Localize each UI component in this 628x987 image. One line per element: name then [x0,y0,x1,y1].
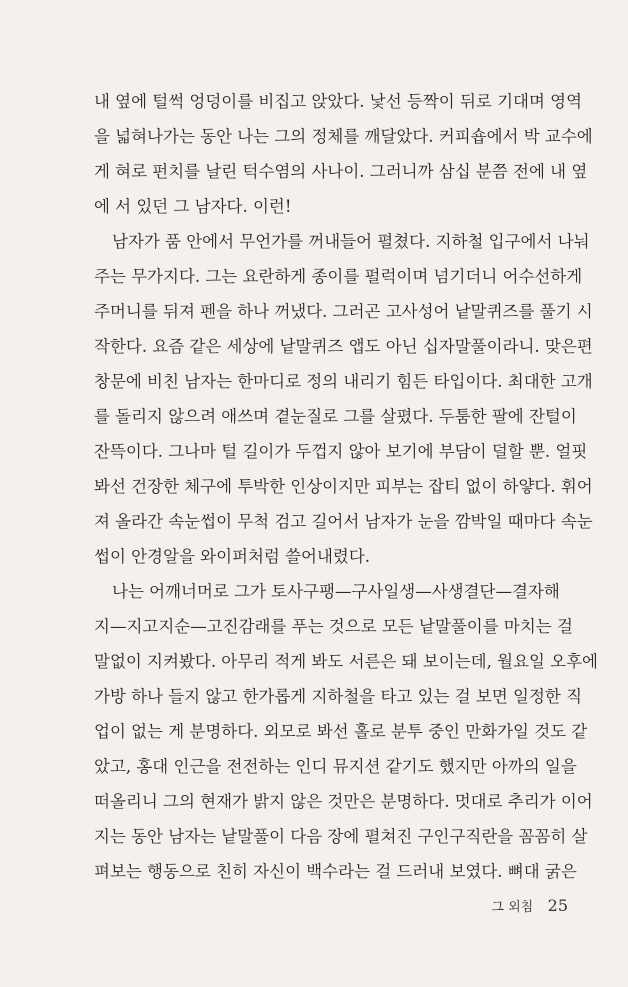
text-line: 펴보는 행동으로 친히 자신이 백수라는 걸 드러내 보였다. 뼈대 굵은 [94,862,577,881]
text-line: 가방 하나 들지 않고 한가롭게 지하철을 타고 있는 걸 보면 일정한 직 [94,687,583,706]
text-line: 내 옆에 털썩 엉덩이를 비집고 앉았다. 낯선 등짝이 뒤로 기대며 영역 [94,92,583,111]
text-line: 창문에 비친 남자는 한마디로 정의 내리기 힘든 타입이다. 최대한 고개 [94,372,593,391]
text-line: 지는 동안 남자는 낱말풀이 다음 장에 펼쳐진 구인구직란을 꼼꼼히 살 [94,827,588,846]
text-line: 주머니를 뒤져 펜을 하나 꺼냈다. 그러곤 고사성어 낱말퀴즈를 풀기 시 [94,302,593,321]
text-line: 봐선 건장한 체구에 투박한 인상이지만 피부는 잡티 없이 하얗다. 휘어 [94,477,593,496]
text-line: 떠올리니 그의 현재가 밝지 않은 것만은 분명하다. 멋대로 추리가 이어 [94,792,593,811]
text-line: 을 넓혀나가는 동안 나는 그의 정체를 깨달았다. 커피숍에서 박 교수에 [94,127,593,146]
text-line: 잔뜩이다. 그나마 털 길이가 두껍지 않아 보기에 부담이 덜할 뿐. 얼핏 [94,442,588,461]
text-line: 말없이 지켜봤다. 아무리 적게 봐도 서른은 돼 보이는데, 월요일 오후에 [94,652,598,671]
page-number: 25 [547,896,568,915]
text-line: 게 혀로 펀치를 날린 턱수염의 사나이. 그러니까 삼십 분쯤 전에 내 옆 [94,162,588,181]
text-line: 업이 없는 게 분명하다. 외모로 봐선 홀로 분투 중인 만화가일 것도 같 [94,722,588,741]
text-line: 에 서 있던 그 남자다. 이런! [94,197,292,216]
text-line: 았고, 홍대 인근을 전전하는 인디 뮤지션 같기도 했지만 아까의 일을 [94,757,577,776]
text-line: 썹이 안경알을 와이퍼처럼 쓸어내렸다. [94,547,371,566]
text-line: 져 올라간 속눈썹이 무척 검고 길어서 남자가 눈을 깜박일 때마다 속눈 [94,512,593,531]
text-line: 남자가 품 안에서 무언가를 꺼내들어 펼쳤다. 지하철 입구에서 나눠 [112,232,590,251]
page-footer [491,896,568,915]
text-line: 나는 어깨너머로 그가 토사구팽—구사일생—사생결단—결자해 [112,582,560,601]
text-line: 작한다. 요즘 같은 세상에 낱말퀴즈 앱도 아닌 십자말풀이라니. 맞은편 [94,337,593,356]
body-text [94,84,598,889]
text-line: 지—지고지순—고진감래를 푸는 것으로 모든 낱말풀이를 마치는 걸 [94,617,573,636]
text-line: 를 돌리지 않으려 애쓰며 곁눈질로 그를 살폈다. 두툼한 팔에 잔털이 [94,407,577,426]
text-line: 주는 무가지다. 그는 요란하게 종이를 펄럭이며 넘기더니 어수선하게 [94,267,583,286]
running-title: 그 외침 [491,900,534,915]
